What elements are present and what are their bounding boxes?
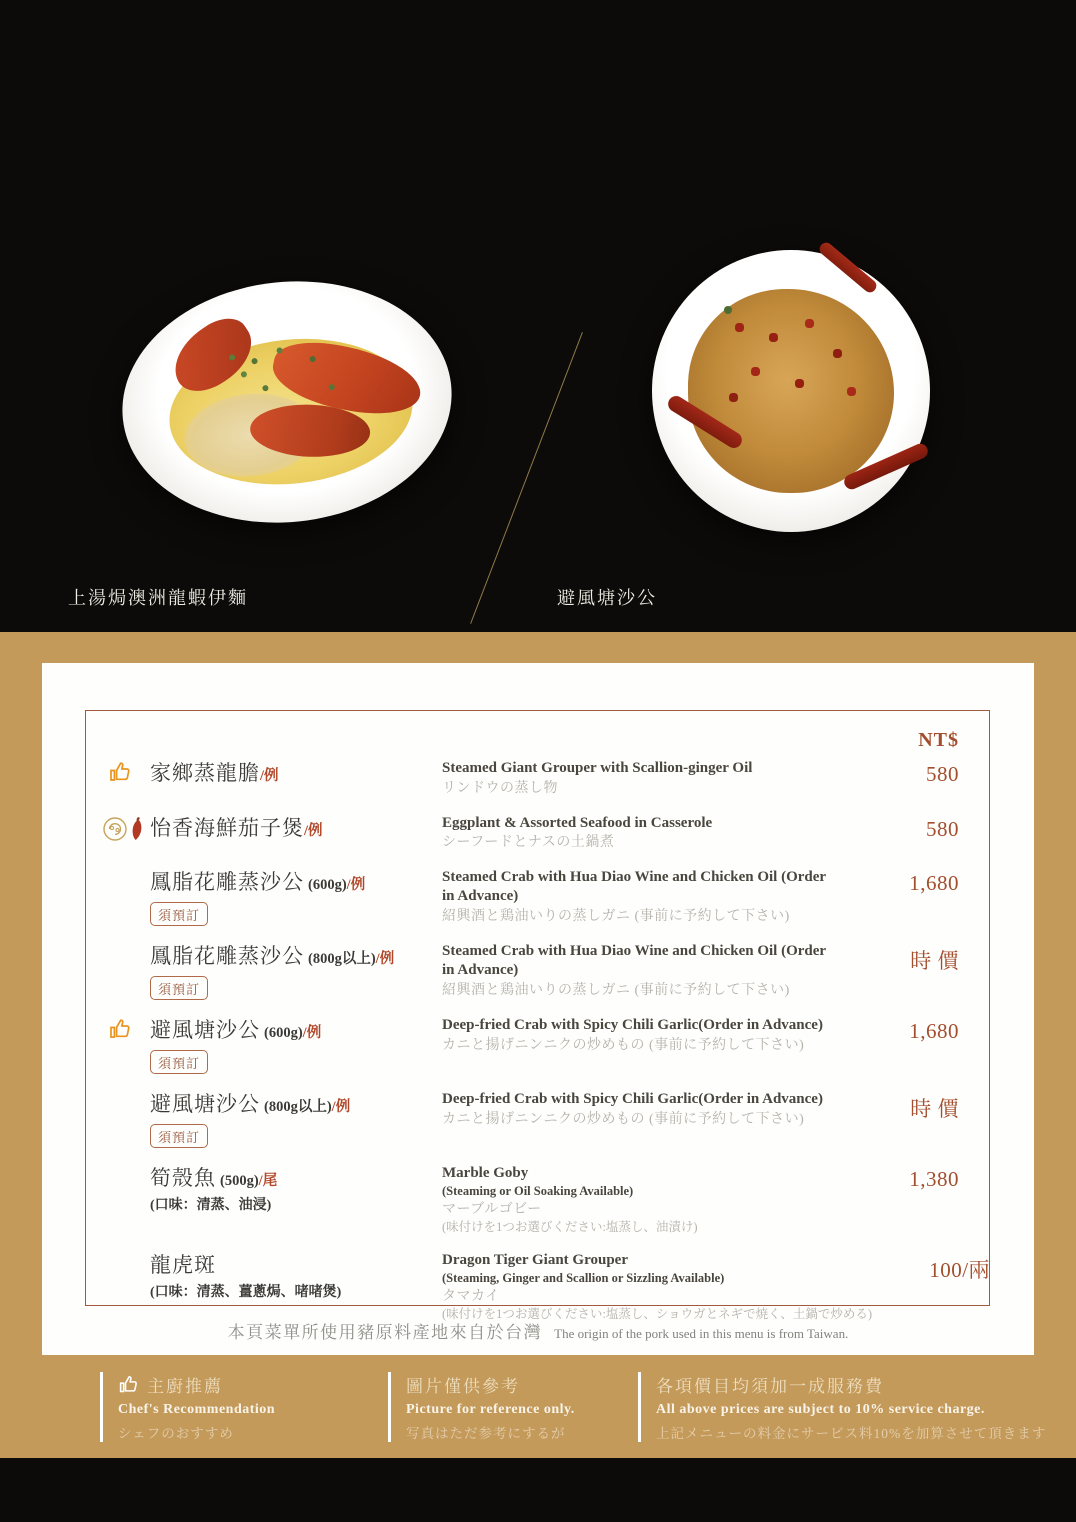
dish-price: 100/兩 — [929, 1258, 991, 1283]
dish-flavor-options-zh: (口味：清蒸、薑蔥焗、啫啫煲) — [150, 1285, 342, 1301]
legend-zh-text: 各項價目均須加一成服務費 — [656, 1377, 884, 1396]
legend-chef-recommendation — [100, 1372, 388, 1442]
dish-name-jp: 紹興酒と鶏油いりの蒸しガニ (事前に予約して下さい) — [442, 982, 790, 998]
dish-weight: (800g以上) — [264, 1099, 332, 1116]
dish-name-cell — [102, 757, 442, 787]
menu-item-row — [102, 1088, 959, 1148]
dish-name-en: Deep-fried Crab with Spicy Chili Garlic(Order in Advance) — [442, 1017, 823, 1034]
dish-unit: /尾 — [258, 1173, 278, 1190]
dish-name-zh: 避風塘沙公 — [150, 1092, 260, 1117]
menu-card — [42, 663, 1034, 1355]
legend-title-zh — [406, 1372, 638, 1397]
dish-name-en: Marble Goby — [442, 1165, 529, 1182]
photo-caption-left: 上湯焗澳洲龍蝦伊麵 — [68, 588, 248, 608]
dish-name-zh: 鳳脂花雕蒸沙公 — [150, 944, 304, 969]
order-in-advance-badge: 須預訂 — [150, 976, 208, 1000]
dish-flavor-options-zh: (口味：清蒸、油浸) — [150, 1198, 272, 1214]
legend-zh-text: 圖片僅供參考 — [406, 1377, 520, 1396]
footer-legends — [0, 1372, 1076, 1442]
dish-price: 580 — [926, 816, 959, 841]
legend-title-zh — [656, 1372, 1076, 1397]
legend-jp-text: 写真はただ参考にするが — [406, 1426, 566, 1441]
dish-name-zh: 怡香海鮮茄子煲 — [150, 815, 304, 840]
menu-rows — [86, 711, 989, 1336]
dish-unit: /例 — [346, 877, 366, 894]
dish-desc-cell — [442, 1088, 841, 1129]
dish-name-zh: 龍虎斑 — [150, 1253, 216, 1278]
dish-options-en: (Steaming or Oil Soaking Available) — [442, 1183, 634, 1198]
dish-weight: (600g) — [264, 1025, 303, 1042]
dish-photo-lobster-noodles — [110, 265, 463, 538]
dish-name-en: Steamed Giant Grouper with Scallion-ginger Oil — [442, 760, 753, 776]
dish-name-en: Steamed Crab with Hua Diao Wine and Chicken Oil (Order in Advance) — [442, 869, 826, 904]
dish-name-en: Deep-fried Crab with Spicy Chili Garlic(Order in Advance) — [442, 1091, 823, 1108]
dish-unit: /例 — [304, 822, 323, 839]
dish-photo-deep-fried-crab — [652, 250, 930, 532]
dish-name-jp: マーブルゴビー — [442, 1202, 542, 1218]
dish-name-en: Steamed Crab with Hua Diao Wine and Chicken Oil (Order in Advance) — [442, 943, 826, 978]
dish-desc-cell — [442, 1249, 872, 1322]
menu-item-row — [102, 757, 959, 798]
dish-name-cell — [102, 1162, 442, 1214]
menu-item-row — [102, 812, 959, 853]
dish-weight: (500g) — [220, 1173, 259, 1190]
thumbs-up-icon — [118, 1374, 139, 1395]
legend-picture-reference — [388, 1372, 638, 1442]
dish-price: 1,380 — [909, 1167, 959, 1192]
legend-jp-text: 上記メニューの料金にサービス料10%を加算させて頂きます — [656, 1426, 1047, 1441]
dish-name-jp: カニと揚げニンニクの炒めもの (事前に予約して下さい) — [442, 1037, 805, 1053]
dish-options-jp: (味付けを1つお選びください:塩蒸し、ショウガとネギで焼く、土鍋で炒める) — [442, 1306, 873, 1321]
gold-divider-line — [470, 332, 583, 624]
menu-item-row — [102, 866, 959, 926]
order-in-advance-badge: 須預訂 — [150, 1050, 208, 1074]
chef-special-crab-icon — [102, 816, 143, 847]
menu-item-row — [102, 940, 959, 1000]
dish-desc-cell — [442, 866, 841, 925]
dish-name-zh: 鳳脂花雕蒸沙公 — [150, 870, 304, 895]
legend-en-text: Picture for reference only. — [406, 1402, 575, 1417]
photo-decor — [688, 289, 894, 492]
dish-unit: /例 — [375, 951, 395, 968]
legend-title-zh — [118, 1372, 388, 1397]
thumbs-up-icon — [108, 760, 132, 784]
dish-name-jp: リンドウの蒸し物 — [442, 780, 558, 796]
dish-name-cell — [102, 1249, 442, 1301]
dish-options-en: (Steaming, Ginger and Scallion or Sizzling Available) — [442, 1270, 725, 1285]
menu-item-row — [102, 1162, 959, 1235]
dish-price: 1,680 — [909, 871, 959, 896]
dish-name-jp: カニと揚げニンニクの炒めもの (事前に予約して下さい) — [442, 1111, 805, 1127]
photo-gallery — [0, 0, 1076, 632]
menu-inner-box — [85, 710, 991, 1321]
dish-name-cell — [102, 940, 442, 1000]
dish-name-zh: 筍殼魚 — [150, 1166, 216, 1191]
pork-origin-note-zh: 本頁菜單所使用豬原料產地來自於台灣 — [227, 1323, 543, 1342]
pork-origin-note — [42, 1318, 1034, 1343]
menu-item-row — [102, 1014, 959, 1074]
order-in-advance-badge: 須預訂 — [150, 902, 208, 926]
currency-label: NT$ — [918, 729, 959, 751]
legend-en-text: Chef's Recommendation — [118, 1402, 276, 1417]
thumbs-up-icon — [108, 1017, 132, 1041]
dish-price: 時 價 — [910, 949, 959, 974]
legend-zh-text: 主廚推薦 — [147, 1377, 223, 1396]
dish-desc-cell — [442, 940, 841, 999]
dish-name-zh: 避風塘沙公 — [150, 1018, 260, 1043]
dish-name-jp: タマカイ — [442, 1289, 500, 1305]
dish-name-cell — [102, 1088, 442, 1148]
legend-en-text: All above prices are subject to 10% service charge. — [656, 1402, 985, 1417]
dish-name-en: Dragon Tiger Giant Grouper — [442, 1252, 628, 1269]
menu-item-row — [102, 1249, 991, 1322]
dish-desc-cell — [442, 1162, 841, 1235]
dish-name-jp: 紹興酒と鶏油いりの蒸しガニ (事前に予約して下さい) — [442, 908, 790, 924]
dish-name-en: Eggplant & Assorted Seafood in Casserole — [442, 814, 713, 831]
dish-name-cell — [102, 866, 442, 926]
dish-price: 1,680 — [909, 1019, 959, 1044]
dish-unit: /例 — [331, 1099, 351, 1116]
pork-origin-note-en: The origin of the pork used in this menu is from Taiwan. — [554, 1326, 849, 1341]
dish-price: 時 價 — [910, 1097, 959, 1122]
dish-name-cell — [102, 1014, 442, 1074]
dish-desc-cell — [442, 1014, 841, 1055]
dish-desc-cell — [442, 757, 841, 798]
dish-name-zh: 家鄉蒸龍膽 — [150, 761, 260, 785]
chili-icon — [130, 816, 143, 847]
legend-service-charge — [638, 1372, 1076, 1442]
dish-options-jp: (味付けを1つお選びください:塩蒸し、油漬け) — [442, 1219, 698, 1234]
order-in-advance-badge: 須預訂 — [150, 1124, 208, 1148]
dish-price: 580 — [926, 762, 959, 786]
dish-name-cell — [102, 812, 442, 842]
dish-weight: (600g) — [308, 877, 347, 894]
dish-name-jp: シーフードとナスの土鍋煮 — [442, 835, 615, 851]
dish-weight: (800g以上) — [308, 951, 376, 968]
photo-decor — [817, 240, 879, 295]
photo-caption-right: 避風塘沙公 — [557, 588, 657, 608]
dish-unit: /例 — [260, 768, 279, 784]
dish-unit: /例 — [302, 1025, 322, 1042]
dish-desc-cell — [442, 812, 841, 853]
legend-jp-text: シェフのおすすめ — [118, 1426, 234, 1441]
